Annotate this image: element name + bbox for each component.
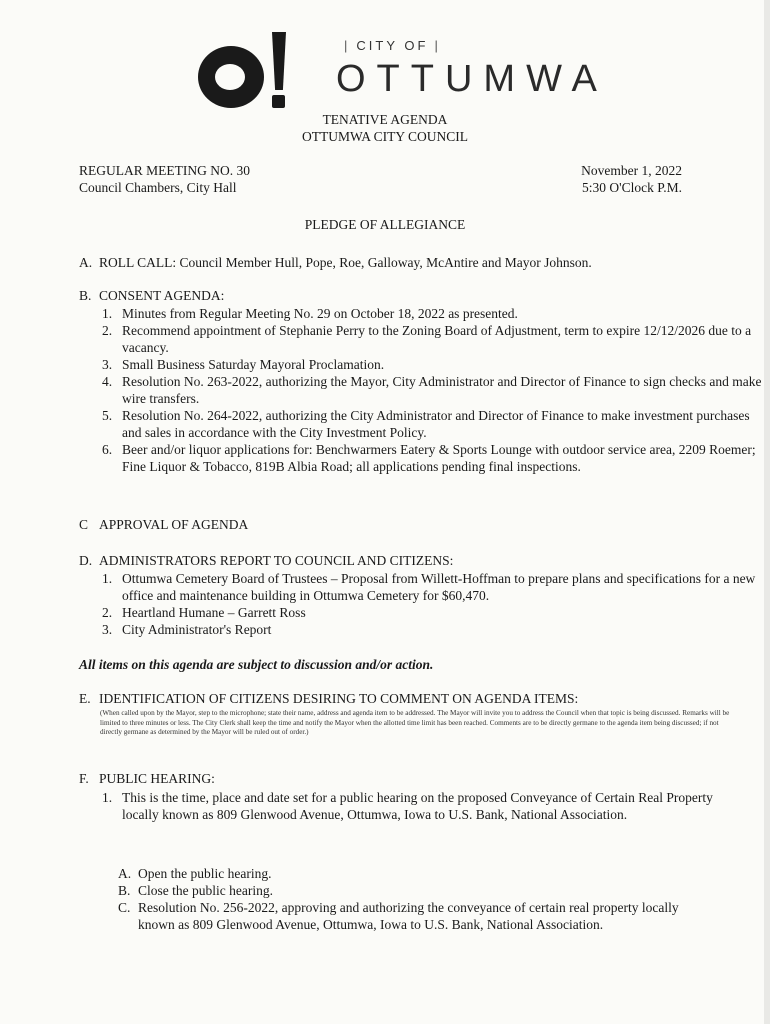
list-item: 2. Recommend appointment of Stephanie Perry to the Zoning Board of Adjustment, term to expire 12/12/2026 due to a vacancy. (102, 323, 752, 355)
section-letter: A. (79, 255, 93, 270)
meeting-time: 5:30 O'Clock P.M. (582, 180, 682, 195)
section-a (79, 255, 592, 271)
section-letter: E. (79, 691, 91, 706)
section-f (79, 771, 215, 787)
list-item: 1. This is the time, place and date set for a public hearing on the proposed Conveyance of Certain Real Property locally known as 809 Glenwood Avenue, Ottumwa, Iowa to U.S. Bank, National Association. (102, 790, 713, 822)
city-logo (198, 30, 608, 110)
sub-list-item: B. Close the public hearing. (118, 883, 273, 898)
section-title: PUBLIC HEARING: (99, 771, 215, 786)
section-title: ADMINISTRATORS REPORT TO COUNCIL AND CITIZENS: (99, 553, 454, 568)
discussion-notice: All items on this agenda are subject to discussion and/or action. (79, 657, 434, 672)
section-letter: D. (79, 553, 93, 568)
meeting-number: REGULAR MEETING NO. 30 (79, 163, 250, 178)
scan-edge (764, 0, 770, 1024)
section-title: APPROVAL OF AGENDA (99, 517, 249, 532)
section-title: CONSENT AGENDA: (99, 288, 225, 303)
section-e (79, 691, 578, 707)
list-item: 3. City Administrator's Report (102, 622, 272, 637)
roll-call-text: ROLL CALL: Council Member Hull, Pope, Roe, Galloway, McAntire and Mayor Johnson. (99, 255, 592, 270)
section-letter: C (79, 517, 89, 532)
meeting-date: November 1, 2022 (581, 163, 682, 178)
list-item: 4. Resolution No. 263-2022, authorizing the Mayor, City Administrator and Director of Finance to sign checks and make wire transfers. (102, 374, 762, 406)
list-item: 1. Minutes from Regular Meeting No. 29 on October 18, 2022 as presented. (102, 306, 518, 321)
logo-o-mark (198, 46, 264, 108)
sub-list-item: A. Open the public hearing. (118, 866, 272, 881)
agenda-subtitle: OTTUMWA CITY COUNCIL (302, 129, 468, 144)
section-b (79, 288, 224, 304)
section-title: IDENTIFICATION OF CITIZENS DESIRING TO COMMENT ON AGENDA ITEMS: (99, 691, 579, 706)
meeting-location: Council Chambers, City Hall (79, 180, 237, 195)
list-item: 6. Beer and/or liquor applications for: Benchwarmers Eatery & Sports Lounge with outdoor service area, 2209 Roemer; Fine Liquor & Tobacco, 819B Albia Road; all applications pending final inspections. (102, 442, 756, 474)
section-c (79, 517, 248, 533)
section-letter: B. (79, 288, 92, 303)
section-letter: F. (79, 771, 89, 786)
list-item: 1. Ottumwa Cemetery Board of Trustees – Proposal from Willett-Hoffman to prepare plans and specifications for a new office and maintenance building in Ottumwa Cemetery for $60,470. (102, 571, 756, 603)
comment-instructions: (When called upon by the Mayor, step to the microphone; state their name, address and agenda item to be addressed. The Mayor will invite you to address the Council when that topic is being discussed. Remarks will be limited to three minutes or less. The City Clerk shall keep the time and notify the Mayor when the allotted time limit has been reached. Comments are to be directly germane to the agenda item being discussed; if not directly germane as determined by the Mayor will be ruled out of order.) (100, 709, 730, 737)
list-item: 2. Heartland Humane – Garrett Ross (102, 605, 306, 620)
sub-list-item: C. Resolution No. 256-2022, approving and authorizing the conveyance of certain real property locally known as 809 Glenwood Avenue, Ottumwa, Iowa to U.S. Bank, National Association. (118, 900, 679, 932)
agenda-title: TENATIVE AGENDA (322, 112, 448, 127)
section-d (79, 553, 453, 569)
logo-city-name: OTTUMWA (336, 58, 608, 100)
list-item: 3. Small Business Saturday Mayoral Proclamation. (102, 357, 385, 372)
logo-city-of: | CITY OF | (338, 38, 447, 53)
list-item: 5. Resolution No. 264-2022, authorizing the City Administrator and Director of Finance to make investment purchases and sales in accordance with the City Investment Policy. (102, 408, 750, 440)
pledge-of-allegiance: PLEDGE OF ALLEGIANCE (304, 217, 466, 232)
logo-exclamation-mark (268, 32, 292, 112)
